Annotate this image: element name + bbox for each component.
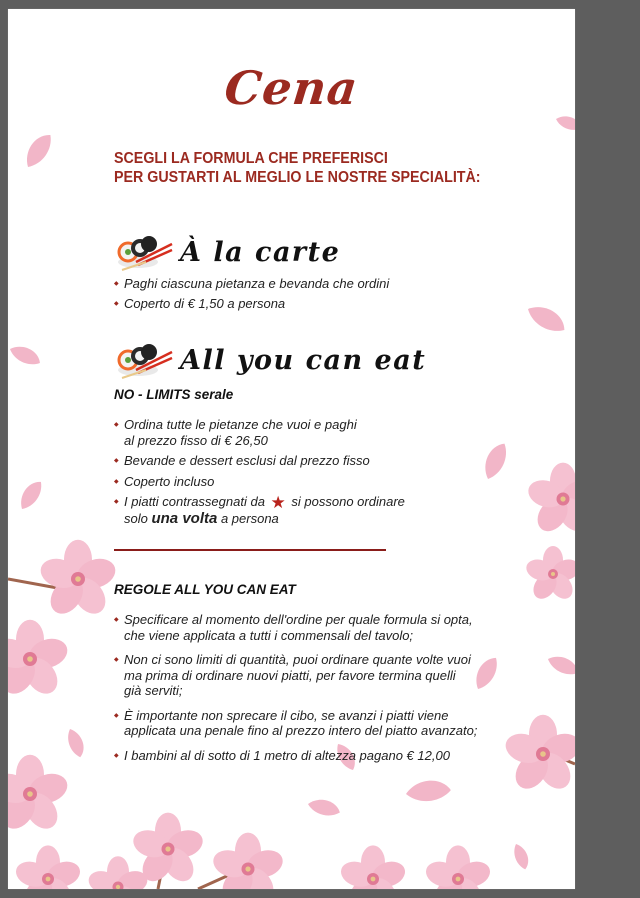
page-title: Cena xyxy=(222,61,361,115)
a-la-carte-title: À la carte xyxy=(180,236,341,268)
subtitle-line-1: SCEGLI LA FORMULA CHE PREFERISCI xyxy=(114,150,388,167)
all-you-can-eat-title: All you can eat xyxy=(180,344,427,376)
subtitle-line-2: PER GUSTARTI AL MEGLIO LE NOSTRE SPECIALITÀ: xyxy=(114,169,481,186)
item-line xyxy=(124,494,405,511)
rules-title: REGOLE ALL YOU CAN EAT xyxy=(114,582,296,597)
item-text: a persona xyxy=(220,510,279,526)
list-item xyxy=(114,652,477,699)
sushi-icon xyxy=(116,340,174,380)
item-line: ◆ I bambini al di sotto di 1 metro di altezza pagano € 12,00 xyxy=(124,747,450,763)
list-item: ◆ Coperto incluso xyxy=(114,474,405,490)
list-item: ◆ Bevande e dessert esclusi dal prezzo fisso xyxy=(114,453,405,469)
rules-list xyxy=(114,612,477,763)
item-line: ◆ Ordina tutte le pietanze che vuoi e paghi xyxy=(124,417,357,432)
all-you-can-eat-list xyxy=(114,417,405,526)
list-item xyxy=(114,708,477,739)
menu-page xyxy=(8,9,575,889)
item-line: applicata una penale fino al prezzo intero del piatto avanzato; xyxy=(124,723,478,738)
list-item xyxy=(114,494,405,526)
list-item xyxy=(114,417,405,448)
item-line: ◆ Specificare al momento dell'ordine per quale formula si opta, xyxy=(124,612,473,627)
item-line: al prezzo fisso di € 26,50 xyxy=(124,432,268,448)
list-item: ◆ Paghi ciascuna pietanza e bevanda che ordini xyxy=(114,276,389,292)
item-line: ◆ È importante non sprecare il cibo, se avanzi i piatti viene xyxy=(124,707,449,723)
page-subtitle xyxy=(114,149,481,187)
item-text: solo xyxy=(124,510,148,526)
list-item xyxy=(114,748,477,764)
sushi-icon xyxy=(116,232,174,272)
no-limits-subtitle: NO - LIMITS serale xyxy=(114,387,234,402)
item-text: I piatti contrassegnati da xyxy=(124,494,265,509)
item-text: si possono ordinare xyxy=(291,494,405,509)
list-item: ◆ Coperto di € 1,50 a persona xyxy=(114,296,389,312)
section-divider xyxy=(114,549,386,551)
item-line: che viene applicata a tutti i commensali del tavolo; xyxy=(124,627,414,643)
item-line: ma prima di ordinare nuovi piatti, per favore termina quelli xyxy=(124,667,456,683)
a-la-carte-list xyxy=(114,276,389,311)
item-line: già serviti; xyxy=(124,683,183,698)
item-line: ◆ Non ci sono limiti di quantità, puoi ordinare quante volte vuoi xyxy=(124,652,471,667)
list-item xyxy=(114,612,477,643)
emphasis-text: una volta xyxy=(151,509,218,527)
a-la-carte-heading xyxy=(116,232,340,272)
all-you-can-eat-heading xyxy=(116,340,426,380)
item-line xyxy=(124,511,405,527)
star-icon: ★ xyxy=(270,493,286,512)
